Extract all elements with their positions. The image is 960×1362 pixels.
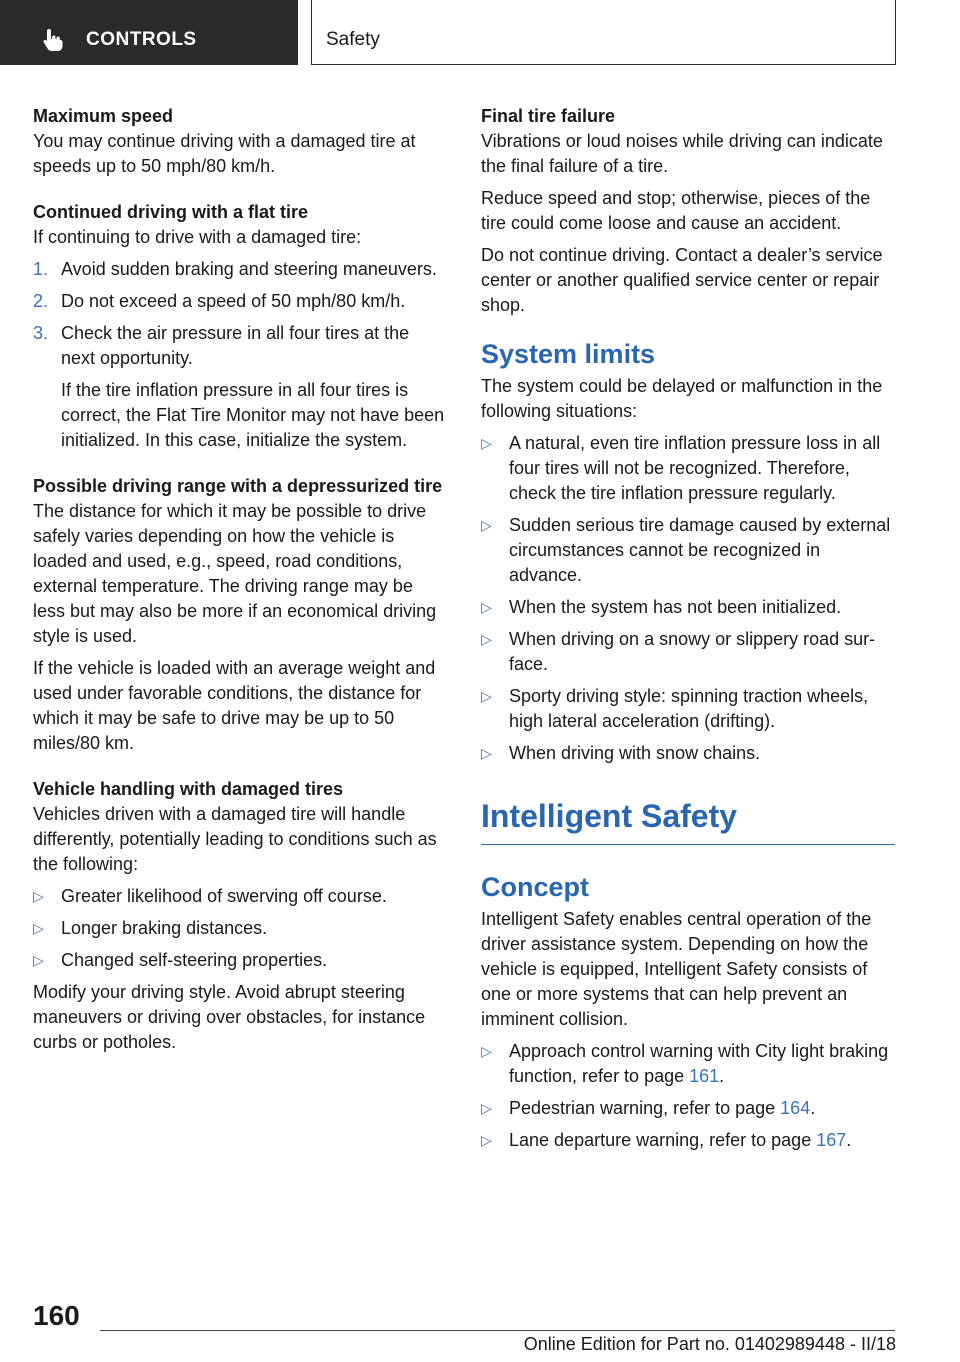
- max-speed-text: You may continue driving with a damaged tire at speeds up to 50 mph/80 km/h.: [33, 131, 416, 176]
- triangle-bullet-icon: ▷: [481, 688, 492, 704]
- edition-note: Online Edition for Part no. 01402989448 - II/18: [523, 1334, 896, 1354]
- triangle-bullet-icon: ▷: [481, 1043, 492, 1059]
- final-failure-text-2: Reduce speed and stop; otherwise, pieces of the tire could come loose and cause an accident.: [481, 188, 871, 233]
- system-limits-intro: The system could be delayed or malfunction in the following situations:: [481, 376, 883, 421]
- step-number: 1.: [33, 259, 49, 279]
- step-number: 3.: [33, 323, 49, 343]
- page-number: 160: [33, 1300, 80, 1331]
- triangle-bullet-icon: ▷: [33, 920, 44, 936]
- triangle-bullet-icon: ▷: [481, 435, 492, 451]
- list-item: ▷ Sudden serious tire damage caused by external circumstances cannot be recognized in advance.: [481, 515, 891, 585]
- footer-divider: [100, 1330, 895, 1331]
- list-item: ▷ Lane departure warning, refer to page 167.: [481, 1128, 895, 1153]
- vehicle-handling-intro: Vehicles driven with a damaged tire will handle differently, potentially leading to conditions such as the following:: [33, 804, 437, 874]
- page-reference-link[interactable]: 161: [689, 1066, 720, 1086]
- concept-heading: Concept: [481, 872, 589, 902]
- triangle-bullet-icon: ▷: [481, 517, 492, 533]
- list-item: ▷ When driving with snow chains.: [481, 741, 895, 766]
- driving-range-text-1: The distance for which it may be possible to drive safely varies depending on how the vehicle is loaded and used, e.g., speed, road conditions, external temperature. The driving range may be less but may also be more if an economical driving style is used.: [33, 501, 437, 646]
- system-limits-list: [481, 431, 895, 766]
- final-failure-text-3: Do not continue driving. Contact a dealer’s service center or another qualified service center or repair shop.: [481, 245, 883, 315]
- max-speed-heading: Maximum speed: [33, 106, 174, 126]
- list-item: ▷ When the system has not been initialized.: [481, 595, 895, 620]
- list-item: [33, 321, 447, 453]
- concept-text: Intelligent Safety enables central operation of the driver assistance system. Depending on how the vehicle is equipped, Intelligent Safety consists of one or more systems that can help prevent an imminent collision.: [481, 909, 872, 1029]
- step-note: If the tire inflation pressure in all four tires is correct, the Flat Tire Monitor may not have been initialized. In this case, initialize the system.: [61, 380, 445, 450]
- vehicle-handling-list: [33, 884, 447, 973]
- concept-list: [481, 1039, 895, 1153]
- flat-tire-heading: Continued driving with a flat tire: [33, 202, 309, 222]
- step-text: Check the air pressure in all four tires at the next opportunity.: [61, 323, 410, 368]
- section-header: [311, 0, 896, 65]
- list-item: ▷ Approach control warning with City light braking function, refer to page 161.: [481, 1041, 889, 1086]
- system-limits-heading: System limits: [481, 339, 656, 369]
- triangle-bullet-icon: ▷: [33, 952, 44, 968]
- vehicle-handling-outro: Modify your driving style. Avoid abrupt steering maneuvers or driving over obstacles, for instance curbs or potholes.: [33, 982, 426, 1052]
- final-failure-heading: Final tire failure: [481, 106, 616, 126]
- driving-range-text-2: If the vehicle is loaded with an average weight and used under favorable conditions, the distance for which it may be safe to drive may be up to 50 miles/80 km.: [33, 658, 436, 753]
- list-item: [33, 257, 447, 282]
- flat-tire-steps: [33, 257, 447, 453]
- driving-range-heading: Possible driving range with a depressurized tire: [33, 476, 443, 496]
- left-column: [33, 104, 447, 1062]
- triangle-bullet-icon: ▷: [481, 745, 492, 761]
- header-tab-controls: [0, 0, 298, 65]
- final-failure-text-1: Vibrations or loud noises while driving can indicate the final failure of a tire.: [481, 131, 883, 176]
- list-item: ▷ Pedestrian warning, refer to page 164.: [481, 1096, 895, 1121]
- chapter-label: CONTROLS: [86, 29, 197, 50]
- page-reference-link[interactable]: 164: [780, 1098, 811, 1118]
- list-item: [33, 289, 447, 314]
- triangle-bullet-icon: ▷: [481, 1100, 492, 1116]
- triangle-bullet-icon: ▷: [481, 1132, 492, 1148]
- step-number: 2.: [33, 291, 49, 311]
- step-text: Avoid sudden braking and steering maneuvers.: [61, 259, 437, 279]
- triangle-bullet-icon: ▷: [481, 599, 492, 615]
- list-item: ▷ Longer braking distances.: [33, 916, 447, 941]
- intelligent-safety-heading: Intelligent Safety: [481, 796, 895, 845]
- vehicle-handling-heading: Vehicle handling with damaged tires: [33, 779, 344, 799]
- triangle-bullet-icon: ▷: [481, 631, 492, 647]
- right-column: [481, 104, 895, 1160]
- step-text: Do not exceed a speed of 50 mph/80 km/h.: [61, 291, 406, 311]
- section-label: Safety: [326, 29, 380, 50]
- list-item: ▷ Changed self-steering properties.: [33, 948, 447, 973]
- hand-pointer-icon: [42, 28, 64, 52]
- flat-tire-intro: If continuing to drive with a damaged tire:: [33, 227, 362, 247]
- list-item: ▷ Sporty driving style: spinning traction wheels, high lateral acceleration (drifting).: [481, 686, 869, 731]
- list-item: ▷ When driving on a snowy or slippery road surface.: [481, 629, 876, 674]
- list-item: ▷ A natural, even tire inflation pressure loss in all four tires will not be recognized. Therefore, check the tire inflation pressure regularly.: [481, 433, 881, 503]
- triangle-bullet-icon: ▷: [33, 888, 44, 904]
- page-reference-link[interactable]: 167: [816, 1130, 847, 1150]
- list-item: ▷ Greater likelihood of swerving off course.: [33, 884, 447, 909]
